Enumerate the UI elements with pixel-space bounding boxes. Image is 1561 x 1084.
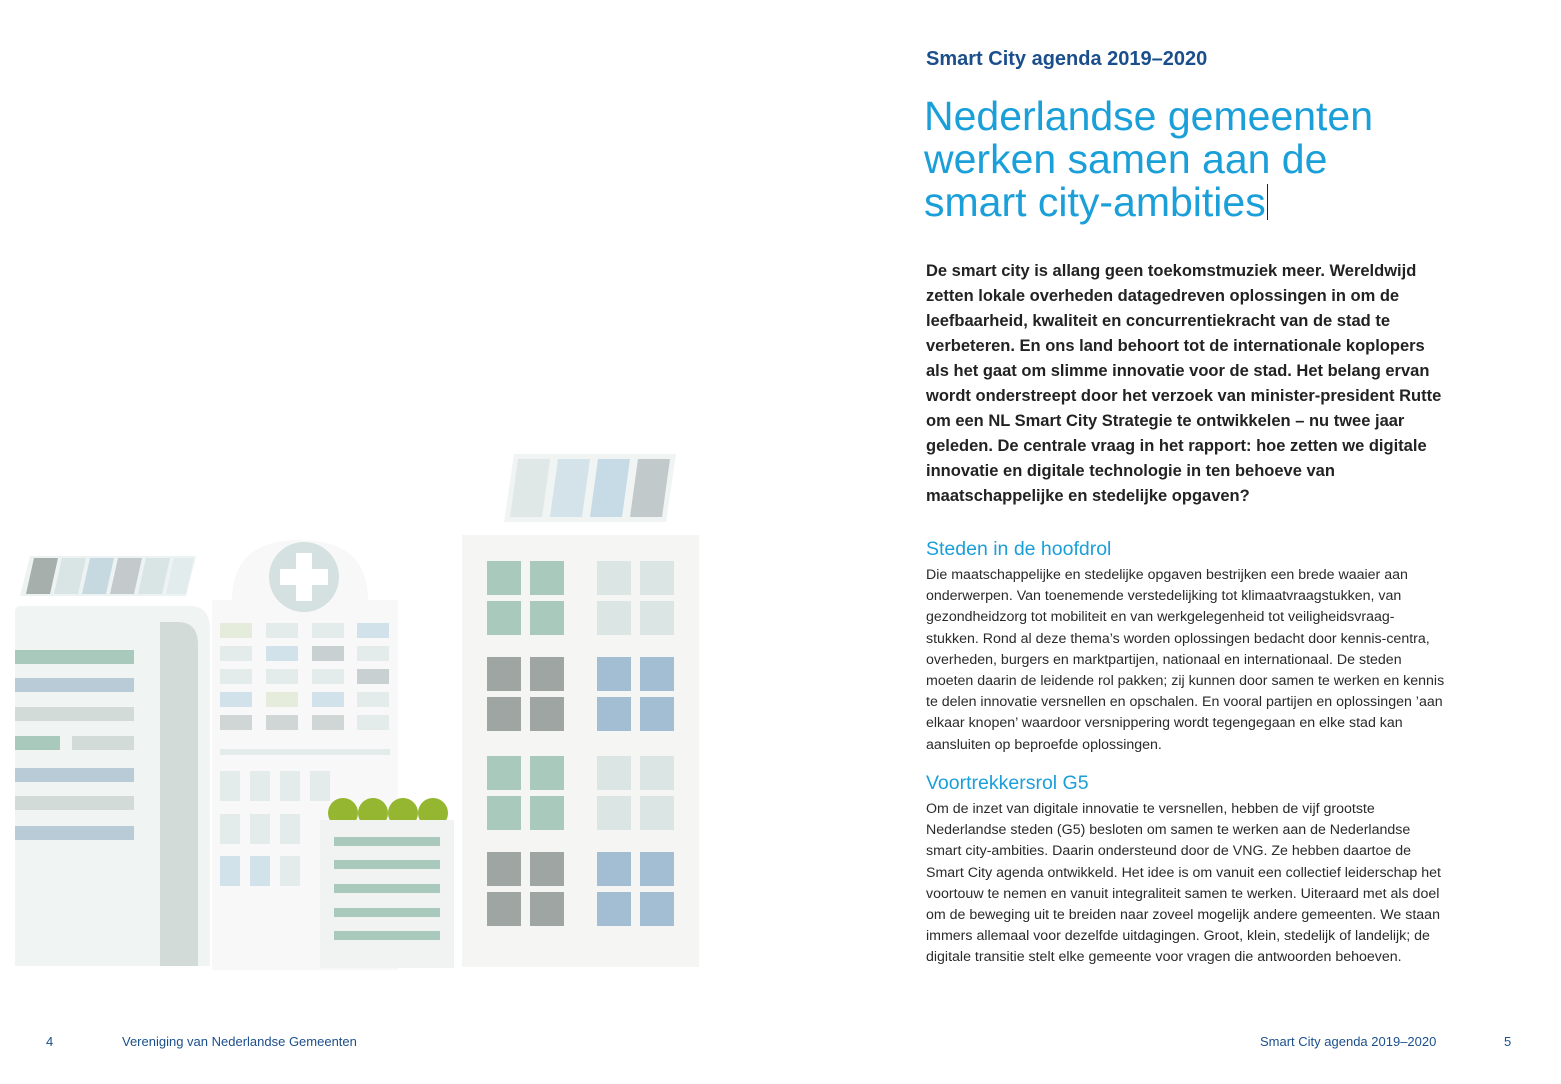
lead-paragraph: De smart city is allang geen toekomstmuziek meer. Wereldwijd zetten lokale overheden datagedreven oplossingen in om de leefbaarheid, kwaliteit en concurrentiekracht van de stad te verbeteren. En ons land behoort tot de internationale koplopers als het gaat om slimme innovatie voor de stad. Het belang ervan wordt onderstreept door het verzoek van minister-president Rutte om een NL Smart City Strategie te ontwikkelen – nu twee jaar geleden. De centrale vraag in het rapport: hoe zetten we digitale innovatie en digitale technologie in ten behoeve van maatschappelijke en stedelijke opgaven? xyxy=(926,262,1442,505)
page-number-right: 5 xyxy=(1504,1034,1512,1049)
section-heading-g5: Voortrekkersrol G5 xyxy=(926,772,1089,794)
section-body-g5: Om de inzet van digitale innovatie te versnellen, hebben de vijf grootste Nederlandse steden (G5) besloten om samen te werken aan de Nederlandse smart city-ambities. Daarin ondersteund door de VNG. Ze hebben daartoe de Smart City agenda ontwikkeld. Het idee is om vanuit een collectief leiderschap het voortouw te nemen en vanuit integraliteit samen te werken. Uiteraard met als doel om de beweging uit te breiden naar zoveel mogelijk andere gemeenten. We staan immers allemaal voor dezelfde uitdagingen. Groot, klein, stedelijk of landelijk; de digitale transitie stelt elke gemeente voor vragen die antwoorden behoeven. xyxy=(926,801,1441,966)
title-line-1: Nederlandse gemeenten xyxy=(924,93,1374,139)
tall-building-right xyxy=(462,454,699,967)
footer-right-text: Smart City agenda 2019–2020 xyxy=(1260,1034,1437,1049)
text-cursor xyxy=(1267,184,1268,220)
title-line-3: smart city-ambities xyxy=(924,179,1266,225)
section-heading-steden: Steden in de hoofdrol xyxy=(926,538,1112,560)
page-number-left: 4 xyxy=(46,1034,54,1049)
solar-panel-left xyxy=(20,556,196,596)
section-body-steden: Die maatschappelijke en stedelijke opgaven bestrijken een brede waaier aan onderwerpen. Van toenemende verstedelijking tot klimaatvraagstukken, van gezondheidzorg tot mobiliteit en van werkgelegenheid tot veiligheidsvraag-stukken. Rond al deze thema’s worden oplossingen bedacht door kennis-centra, overheden, burgers en marktpartijen, nationaal en internationaal. De steden moeten daarin de leidende rol pakken; zij kunnen door samen te werken en kennis te delen innovatie versnellen en opschalen. En vooral partijen en oplossingen ’aan elkaar knopen’ waardoor versnippering wordt tegengegaan en elke stad kan aansluiten op beproefde oplossingen. xyxy=(926,567,1445,753)
footer-left-text: Vereniging van Nederlandse Gemeenten xyxy=(122,1034,357,1049)
page-title xyxy=(924,95,1484,224)
title-line-2: werken samen aan de xyxy=(924,136,1328,182)
document-kicker: Smart City agenda 2019–2020 xyxy=(926,48,1208,70)
office-building-left xyxy=(15,606,210,966)
city-buildings-illustration xyxy=(0,440,720,980)
green-roof-building xyxy=(320,798,454,968)
